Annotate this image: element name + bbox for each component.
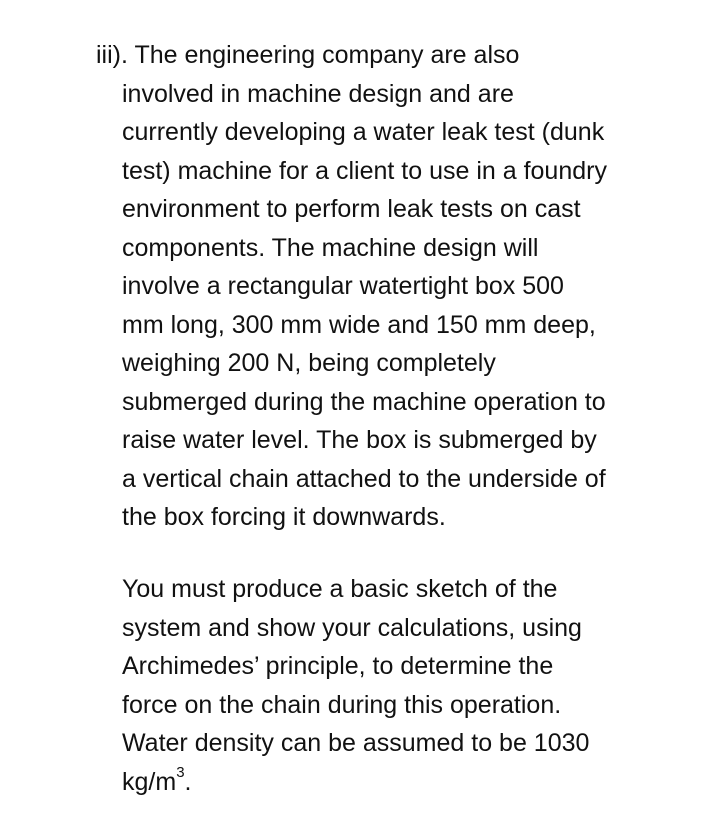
text-line: involve a rectangular watertight box 500: [122, 272, 564, 300]
unit-end: .: [184, 767, 192, 796]
question-paragraph-1: [96, 36, 682, 537]
unit-exponent: 3: [176, 764, 185, 782]
text-line: weighing 200 N, being completely: [122, 349, 496, 377]
text-line: components. The machine design will: [122, 233, 539, 262]
text-line: environment to perform leak tests on cast: [122, 195, 581, 223]
text-line: Archimedes’ principle, to determine the: [122, 652, 554, 680]
text-line: iii). The engineering company are also: [96, 41, 520, 69]
text-line: mm long, 300 mm wide and 150 mm deep,: [122, 310, 596, 339]
question-paragraph-2: [122, 570, 682, 801]
text-line: currently developing a water leak test (dunk: [122, 118, 605, 146]
question-label: iii).: [96, 41, 128, 69]
text-line: the box forcing it downwards.: [122, 503, 446, 531]
density-unit-line: [122, 763, 682, 802]
text-line: system and show your calculations, using: [122, 613, 582, 642]
text-line: test) machine for a client to use in a foundry: [122, 156, 607, 185]
text-line: submerged during the machine operation to: [122, 387, 606, 416]
unit-base: kg/m: [122, 767, 177, 796]
text-line: a vertical chain attached to the underside of: [122, 464, 606, 493]
text-line: force on the chain during this operation.: [122, 690, 562, 719]
text-line: Water density can be assumed to be 1030: [122, 729, 590, 757]
text-line: raise water level. The box is submerged by: [122, 426, 597, 454]
text-line: involved in machine design and are: [122, 79, 514, 108]
text-line: You must produce a basic sketch of the: [122, 575, 558, 603]
